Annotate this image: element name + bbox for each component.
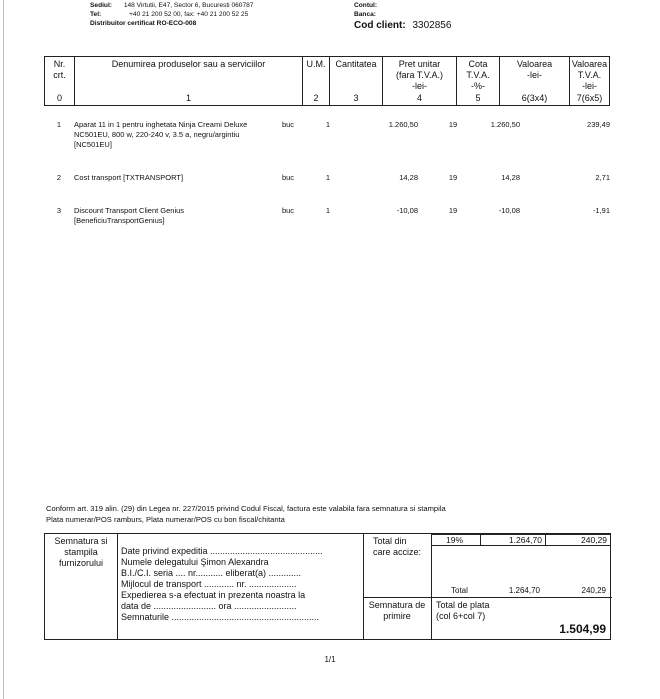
tel-label: Tel: (90, 11, 102, 18)
row-price: 14,28 (399, 173, 418, 182)
page-number: 1/1 (324, 655, 336, 664)
col-pret-unitar: Pret unitar (fara T.V.A.) -lei- 4 (382, 57, 456, 105)
total-value: 1.264,70 (508, 586, 540, 595)
row-value: 1.260,50 (490, 120, 520, 129)
col-cantitate: Cantitatea 3 (329, 57, 382, 105)
row-nr: 3 (56, 206, 62, 215)
row-qty: 1 (325, 206, 331, 215)
divider (117, 534, 118, 639)
products-table-header (44, 56, 610, 106)
cod-client-label: Cod client: (354, 20, 406, 31)
row-value: -10,08 (498, 206, 520, 215)
sediu-value: 148 Virtutii, E47, Sector 6, Bucuresti 060787 (123, 2, 254, 9)
rate-vat-cell: 240,29 (545, 534, 611, 546)
tel-value: +40 21 200 52 00, fax: +40 21 200 52 25 (129, 11, 249, 18)
row-price: 1.260,50 (388, 120, 418, 129)
legal-line-1: Conform art. 319 alin. (29) din Legea nr. 227/2015 privind Codul Fiscal, factura este valabila fara semnatura si stampila (46, 504, 446, 513)
distribuitor-text: Distribuitor certificat RO-ECO-008 (90, 20, 197, 27)
signature-totals-box (44, 533, 611, 640)
col-cota-tva: Cota T.V.A. -%- 5 (456, 57, 499, 105)
row-qty: 1 (325, 173, 331, 182)
row-vat-rate: 19 (448, 206, 458, 215)
total-vat: 240,29 (581, 586, 606, 595)
total-accize-label: Total din care accize: (373, 536, 422, 557)
semnatura-furnizor: Semnatura si stampila furnizorului (54, 536, 108, 568)
row-um: buc (281, 173, 295, 182)
cod-client (354, 20, 451, 31)
divider (363, 534, 364, 639)
row-qty: 1 (325, 120, 331, 129)
row-desc: Discount Transport Client Genius [BeneficiuTransportGenius] (74, 206, 185, 225)
row-vat-rate: 19 (448, 173, 458, 182)
col-nr: Nr. crt. 0 (53, 59, 66, 103)
legal-line-2: Plata numerar/POS ramburs, Plata numerar/POS cu bon fiscal/chitanta (46, 515, 285, 524)
col-valoarea-tva: Valoarea T.V.A. -lei- 7(6x5) (569, 57, 609, 105)
col-um: U.M. 2 (302, 57, 329, 105)
sediu-line (90, 2, 253, 10)
page-edge (3, 0, 4, 699)
row-price: -10,08 (396, 206, 418, 215)
row-vat-rate: 19 (448, 120, 458, 129)
row-vat: 239,49 (587, 120, 610, 129)
row-value: 14,28 (501, 173, 520, 182)
cod-client-value: 3302856 (412, 20, 452, 31)
rate-value-cell: 1.264,70 (480, 534, 546, 546)
vat-rate-cell: 19% (431, 534, 481, 546)
row-nr: 1 (56, 120, 62, 129)
divider (363, 597, 612, 598)
grand-total: 1.504,99 (559, 622, 606, 636)
divider (431, 534, 432, 639)
col-denumire: Denumirea produselor sau a serviciilor 1 (74, 57, 302, 105)
tel-line (90, 11, 248, 19)
expeditie-details: Date privind expeditia ............................................. Numele delegatului Şimon Alexandra B.I./C.I. seria .... nr........... eliberat(a) ............. Mijlocul de transport ............ nr. ................... Expedierea s-a efectuat in prezenta noastra la data de ......................... ora ......................... Semnaturile ........................................................... (121, 546, 323, 622)
banca-label: Banca: (354, 11, 376, 18)
row-um: buc (281, 120, 295, 129)
col-valoarea: Valoarea -lei- 6(3x4) (499, 57, 569, 105)
row-desc: Cost transport [TXTRANSPORT] (74, 173, 184, 182)
row-um: buc (281, 206, 295, 215)
semnatura-primire: Semnatura de primire (368, 600, 426, 621)
row-vat: 2,71 (595, 173, 610, 182)
row-vat: -1,91 (592, 206, 610, 215)
sediu-label: Sediul: (90, 2, 112, 9)
row-nr: 2 (56, 173, 62, 182)
total-label: Total (451, 586, 468, 595)
contul-label: Contul: (354, 2, 378, 9)
total-plata-label: Total de plata (col 6+col 7) (436, 600, 490, 621)
row-desc: Aparat 11 in 1 pentru inghetata Ninja Creami Deluxe NC501EU, 800 w, 220-240 v, 3.5 a, negru/argintiu [NC501EU] (74, 120, 248, 149)
